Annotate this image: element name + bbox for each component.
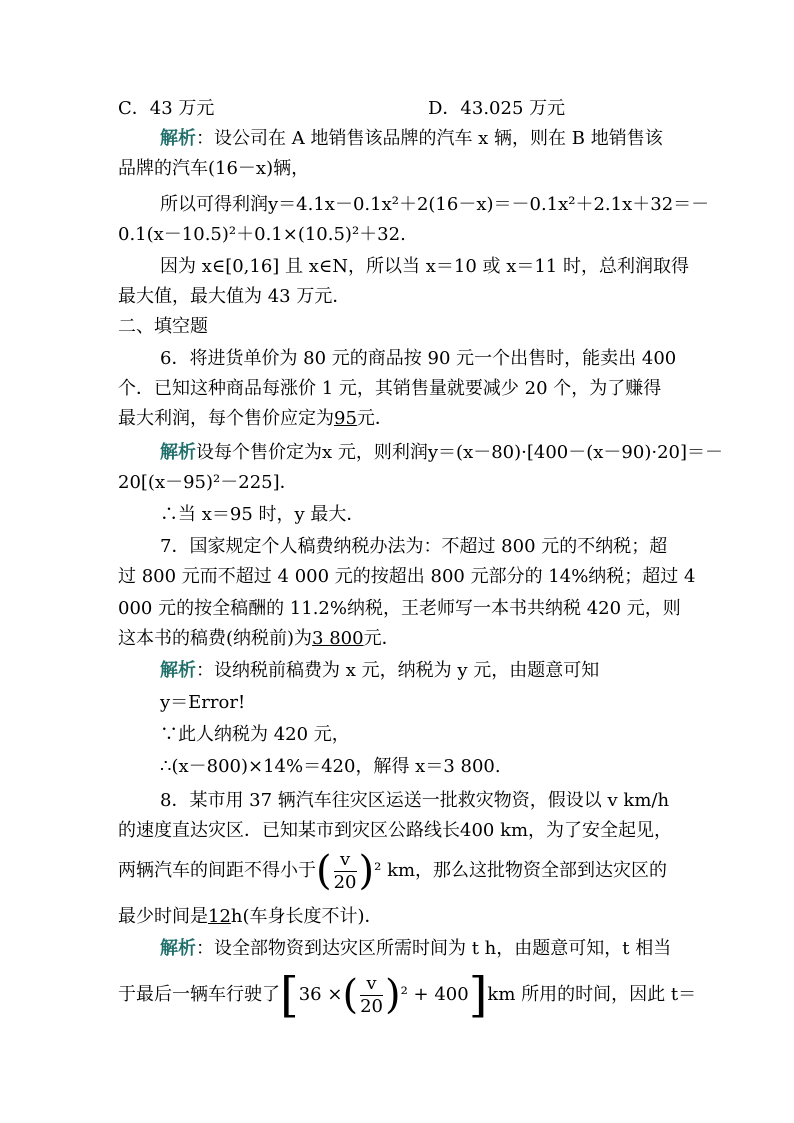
left-bracket: [ <box>280 967 299 1023</box>
solution-5-line-5: 因为 x∈[0,16] 且 x∈N，所以当 x＝10 或 x＝11 时，总利润取得 <box>160 256 689 277</box>
question-7-line-4: 这本书的稿费(纳税前)为3 800元． <box>118 628 400 649</box>
fraction-v-over-20: $\frac{v}{20}$ <box>333 848 357 893</box>
solution-7-line-1: 解析：设纳税前稿费为 x 元，纳税为 y 元，由题意可知 <box>160 660 600 681</box>
solution-6-line-1: 解析设每个售价定为x 元，则利润y＝(x－80)·[400－(x－90)·20]＝－ <box>160 442 723 463</box>
left-paren: ( <box>342 972 359 1018</box>
question-8-line-1: 8．某市用 37 辆汽车往灾区运送一批救灾物资，假设以 v km/h <box>160 790 670 811</box>
solution-5-line-4: 0.1(x－10.5)²＋0.1×(10.5)²＋32. <box>118 224 406 245</box>
solution-5-line-2: 品牌的汽车(16－x)辆， <box>118 158 310 179</box>
section-title: 二、填空题 <box>118 316 208 337</box>
option-c: C．43 万元 <box>118 98 215 119</box>
question-6-line-3: 最大利润，每个售价应定为95元． <box>118 408 393 429</box>
question-7-line-3: 000 元的按全稿酬的 11.2%纳税，王老师写一本书共纳税 420 元，则 <box>118 598 681 619</box>
jiexi-label: 解析 <box>160 442 196 463</box>
solution-6-line-3: ∴当 x＝95 时，y 最大． <box>160 504 365 525</box>
right-paren: ) <box>384 972 401 1018</box>
jiexi-label: 解析 <box>160 660 196 681</box>
option-d: D．43.025 万元 <box>428 98 566 119</box>
right-bracket: ] <box>468 967 488 1023</box>
answer-6: 95 <box>334 408 357 429</box>
solution-8-line-2: 于最后一辆车行驶了[36 ×( $\frac{v}{20}$ )² + 400]km 所用的时间，因此 t＝ <box>118 967 697 1023</box>
right-paren: ) <box>358 848 375 894</box>
solution-5-line-1: 解析：设公司在 A 地销售该品牌的汽车 x 辆，则在 B 地销售该 <box>160 128 663 149</box>
question-8-line-2: 的速度直达灾区．已知某市到灾区公路线长400 km，为了安全起见， <box>118 820 673 841</box>
jiexi-label: 解析 <box>160 128 196 149</box>
question-6-line-1: 6．将进货单价为 80 元的商品按 90 元一个出售时，能卖出 400 <box>160 348 677 369</box>
solution-6-line-2: 20[(x－95)²－225]． <box>118 472 298 493</box>
solution-5-line-6: 最大值，最大值为 43 万元． <box>118 286 351 307</box>
solution-7-line-2: y＝Error! <box>160 692 246 713</box>
answer-8: 12 <box>208 906 231 927</box>
question-7-line-2: 过 800 元而不超过 4 000 元的按超出 800 元部分的 14%纳税；超过 4 <box>118 566 696 587</box>
jiexi-label: 解析 <box>160 938 196 959</box>
question-8-line-3: 两辆汽车的间距不得小于( $\frac{v}{20}$ )² km，那么这批物资全部到达灾区的 <box>118 848 668 894</box>
answer-7: 3 800 <box>312 628 364 649</box>
solution-7-line-4: ∴(x－800)×14%＝420，解得 x＝3 800. <box>160 756 501 777</box>
solution-5-line-3: 所以可得利润y＝4.1x－0.1x²＋2(16－x)＝－0.1x²＋2.1x＋32＝－ <box>160 194 710 215</box>
left-paren: ( <box>316 848 332 894</box>
solution-8-line-1: 解析：设全部物资到达灾区所需时间为 t h，由题意可知，t 相当 <box>160 938 672 959</box>
question-7-line-1: 7．国家规定个人稿费纳税办法为：不超过 800 元的不纳税；超 <box>160 536 668 557</box>
solution-7-line-3: ∵此人纳税为 420 元， <box>160 724 350 745</box>
question-8-line-4: 最少时间是12h(车身长度不计)． <box>118 906 383 927</box>
fraction-v-over-20: $\frac{v}{20}$ <box>360 972 383 1017</box>
question-6-line-2: 个．已知这种商品每涨价 1 元，其销售量就要减少 20 个，为了赚得 <box>118 378 662 399</box>
